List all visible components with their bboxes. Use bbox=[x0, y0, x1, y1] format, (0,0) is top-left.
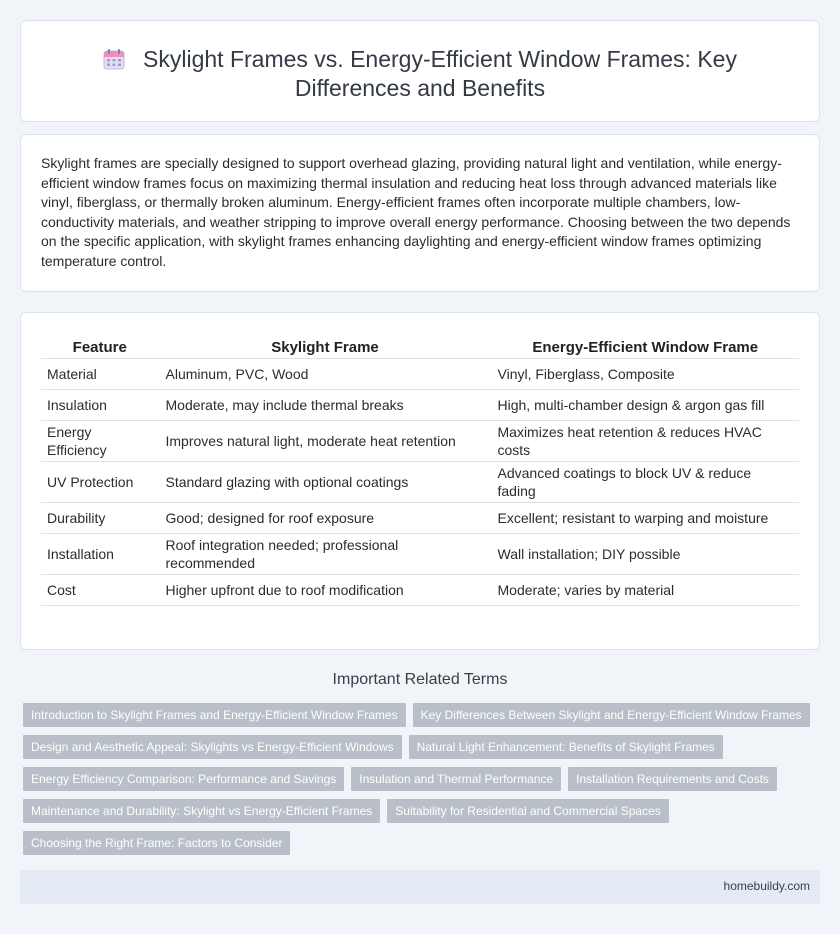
related-term-tag[interactable]: Maintenance and Durability: Skylight vs Energy-Efficient Frames bbox=[23, 799, 380, 823]
table-cell: Material bbox=[41, 359, 159, 390]
table-cell: Standard glazing with optional coatings bbox=[159, 462, 491, 503]
table-row bbox=[41, 575, 799, 606]
table-header-row bbox=[41, 333, 799, 359]
table-cell: Cost bbox=[41, 575, 159, 606]
related-term-tag[interactable]: Suitability for Residential and Commercial Spaces bbox=[387, 799, 668, 823]
table-cell: Excellent; resistant to warping and moisture bbox=[491, 503, 799, 534]
related-term-tag[interactable]: Design and Aesthetic Appeal: Skylights vs Energy-Efficient Windows bbox=[23, 735, 402, 759]
footer bbox=[20, 870, 820, 904]
comparison-card bbox=[20, 312, 820, 650]
table-cell: Moderate; varies by material bbox=[491, 575, 799, 606]
table-cell: UV Protection bbox=[41, 462, 159, 503]
title-line-2: Differences and Benefits bbox=[294, 75, 546, 101]
table-cell: Good; designed for roof exposure bbox=[159, 503, 491, 534]
table-cell: Advanced coatings to block UV & reduce fading bbox=[491, 462, 799, 503]
table-cell: Durability bbox=[41, 503, 159, 534]
related-term-tag[interactable]: Introduction to Skylight Frames and Energy-Efficient Window Frames bbox=[23, 703, 406, 727]
intro-paragraph: Skylight frames are specially designed to support overhead glazing, providing natural light and ventilation, while energy-efficient window frames focus on maximizing thermal insulation and reducing heat loss through advanced materials like vinyl, fiberglass, or thermally broken aluminum. Energy-efficient frames often incorporate multiple chambers, low-conductivity materials, and weather stripping to improve overall energy performance. Choosing between the two depends on the specific application, with skylight frames enhancing daylighting and energy-efficient window frames optimizing temperature control. bbox=[41, 155, 791, 269]
table-cell: Improves natural light, moderate heat retention bbox=[159, 421, 491, 462]
footer-site-link[interactable]: homebuildy.com bbox=[723, 879, 810, 893]
column-header-skylight: Skylight Frame bbox=[159, 333, 491, 359]
intro-card bbox=[20, 134, 820, 292]
related-term-tag[interactable]: Key Differences Between Skylight and Energy-Efficient Window Frames bbox=[413, 703, 810, 727]
related-term-tag[interactable]: Insulation and Thermal Performance bbox=[351, 767, 561, 791]
table-row bbox=[41, 359, 799, 390]
table-row bbox=[41, 421, 799, 462]
page-title bbox=[21, 45, 819, 103]
title-line-1: Skylight Frames vs. Energy-Efficient Window Frames: Key bbox=[143, 46, 737, 72]
column-header-feature: Feature bbox=[41, 333, 159, 359]
calendar-icon bbox=[103, 48, 125, 70]
table-row bbox=[41, 534, 799, 575]
table-cell: High, multi-chamber design & argon gas fill bbox=[491, 390, 799, 421]
table-cell: Roof integration needed; professional recommended bbox=[159, 534, 491, 575]
table-cell: Vinyl, Fiberglass, Composite bbox=[491, 359, 799, 390]
related-term-tag[interactable]: Energy Efficiency Comparison: Performance and Savings bbox=[23, 767, 344, 791]
related-terms-list bbox=[23, 703, 823, 855]
title-card bbox=[20, 20, 820, 122]
table-cell: Moderate, may include thermal breaks bbox=[159, 390, 491, 421]
column-header-energy-efficient: Energy-Efficient Window Frame bbox=[491, 333, 799, 359]
table-row bbox=[41, 462, 799, 503]
related-terms-heading: Important Related Terms bbox=[332, 671, 508, 688]
related-term-tag[interactable]: Installation Requirements and Costs bbox=[568, 767, 777, 791]
table-row bbox=[41, 390, 799, 421]
related-term-tag[interactable]: Choosing the Right Frame: Factors to Consider bbox=[23, 831, 290, 855]
comparison-table bbox=[41, 333, 799, 606]
related-term-tag[interactable]: Natural Light Enhancement: Benefits of Skylight Frames bbox=[409, 735, 723, 759]
table-cell: Insulation bbox=[41, 390, 159, 421]
table-cell: Aluminum, PVC, Wood bbox=[159, 359, 491, 390]
table-row bbox=[41, 503, 799, 534]
table-cell: Higher upfront due to roof modification bbox=[159, 575, 491, 606]
table-cell: Installation bbox=[41, 534, 159, 575]
table-cell: Energy Efficiency bbox=[41, 421, 159, 462]
table-cell: Wall installation; DIY possible bbox=[491, 534, 799, 575]
table-cell: Maximizes heat retention & reduces HVAC costs bbox=[491, 421, 799, 462]
